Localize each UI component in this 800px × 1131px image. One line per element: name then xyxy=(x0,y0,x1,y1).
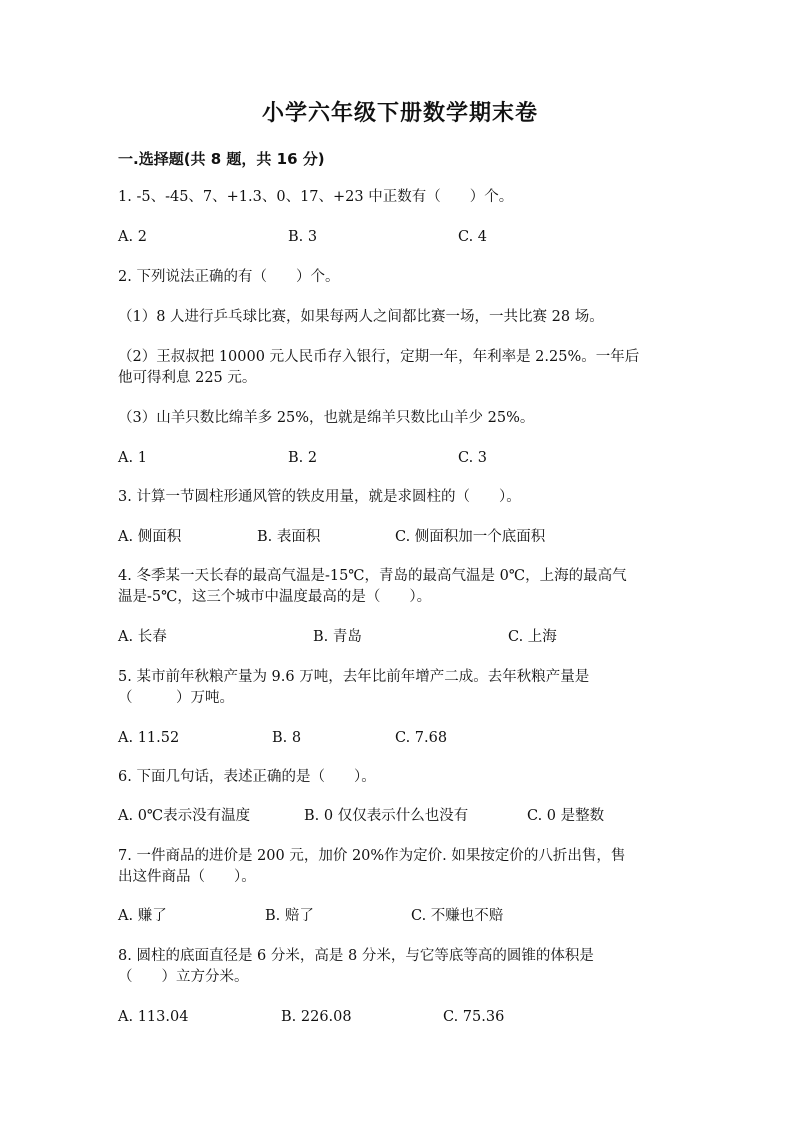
question-5-stem-line-2: （ ）万吨。 xyxy=(118,690,234,706)
question-4-option-a: A. 长春 xyxy=(118,629,167,645)
page-title: 小学六年级下册数学期末卷 xyxy=(261,101,538,126)
question-3-option-a: A. 侧面积 xyxy=(118,529,182,545)
question-6-option-b: B. 0 仅仅表示什么也没有 xyxy=(304,808,469,824)
question-7-option-b: B. 赔了 xyxy=(265,908,314,924)
question-5-stem-line-1: 5. 某市前年秋粮产量为 9.6 万吨，去年比前年增产二成。去年秋粮产量是 xyxy=(118,669,590,685)
question-1-option-b: B. 3 xyxy=(288,229,318,245)
question-6-option-a: A. 0℃表示没有温度 xyxy=(118,808,251,824)
question-5-option-a: A. 11.52 xyxy=(118,730,180,746)
question-2-statement-3: （3）山羊只数比绵羊多 25%，也就是绵羊只数比山羊少 25%。 xyxy=(118,410,535,426)
question-5-option-c: C. 7.68 xyxy=(395,730,448,746)
question-7-option-a: A. 赚了 xyxy=(118,908,167,924)
question-2-stem: 2. 下列说法正确的有（ ）个。 xyxy=(118,269,340,285)
question-4-option-c: C. 上海 xyxy=(508,629,557,645)
question-1-option-c: C. 4 xyxy=(458,229,488,245)
question-4-option-b: B. 青岛 xyxy=(313,629,362,645)
section-heading: 一.选择题(共 8 题，共 16 分) xyxy=(118,150,325,168)
question-2-option-c: C. 3 xyxy=(458,450,488,466)
question-8-option-b: B. 226.08 xyxy=(281,1009,352,1025)
question-2-statement-1: （1）8 人进行乒乓球比赛，如果每两人之间都比赛一场，一共比赛 28 场。 xyxy=(118,309,604,325)
question-4-stem-line-1: 4. 冬季某一天长春的最高气温是-15℃，青岛的最高气温是 0℃，上海的最高气 xyxy=(118,568,627,584)
question-7-stem-line-1: 7. 一件商品的进价是 200 元，加价 20%作为定价. 如果按定价的八折出售，售 xyxy=(118,848,626,864)
question-8-option-a: A. 113.04 xyxy=(118,1009,189,1025)
question-1-option-a: A. 2 xyxy=(118,229,147,245)
question-7-option-c: C. 不赚也不赔 xyxy=(411,908,504,924)
question-8-stem-line-1: 8. 圆柱的底面直径是 6 分米，高是 8 分米，与它等底等高的圆锥的体积是 xyxy=(118,948,594,964)
question-1-stem: 1. -5、-45、7、+1.3、0、17、+23 中正数有（ ）个。 xyxy=(118,189,514,205)
question-3-option-b: B. 表面积 xyxy=(257,529,321,545)
question-7-stem-line-2: 出这件商品（ ）。 xyxy=(118,869,256,885)
question-6-option-c: C. 0 是整数 xyxy=(527,808,605,824)
question-2-option-a: A. 1 xyxy=(118,450,147,466)
question-2-statement-2-line-1: （2）王叔叔把 10000 元人民币存入银行，定期一年，年利率是 2.25%。一年后 xyxy=(118,349,640,365)
question-6-stem: 6. 下面几句话，表述正确的是（ ）。 xyxy=(118,769,376,785)
question-3-stem: 3. 计算一节圆柱形通风管的铁皮用量，就是求圆柱的（ ）。 xyxy=(118,489,521,505)
question-4-stem-line-2: 温是-5℃，这三个城市中温度最高的是（ ）。 xyxy=(118,589,432,605)
question-8-stem-line-2: （ ）立方分米。 xyxy=(118,969,249,985)
question-3-option-c: C. 侧面积加一个底面积 xyxy=(395,529,546,545)
question-8-option-c: C. 75.36 xyxy=(443,1009,505,1025)
question-2-option-b: B. 2 xyxy=(288,450,318,466)
question-2-statement-2-line-2: 他可得利息 225 元。 xyxy=(118,370,257,386)
question-5-option-b: B. 8 xyxy=(272,730,302,746)
